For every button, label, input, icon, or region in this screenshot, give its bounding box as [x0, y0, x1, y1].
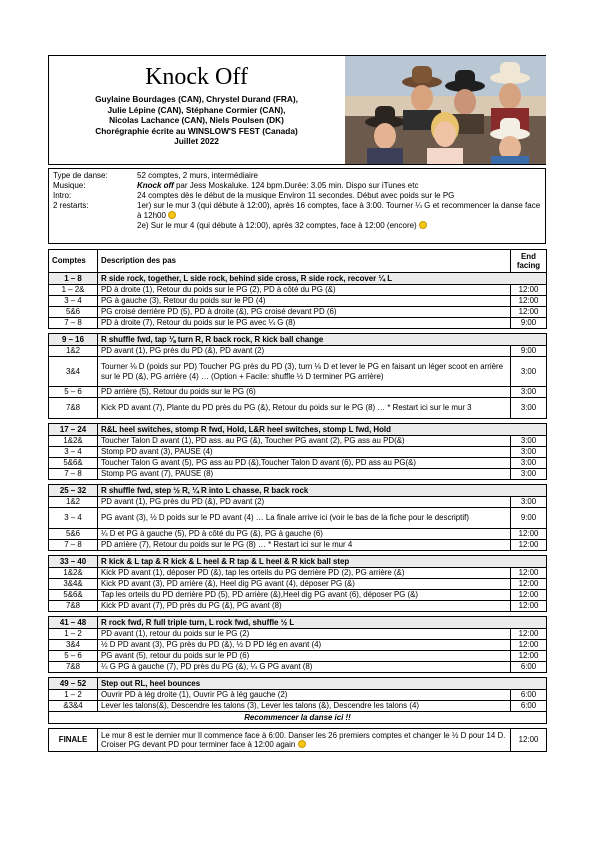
music-title: Knock off: [137, 181, 174, 190]
step-row: [49, 540, 547, 551]
choreo-line: Chorégraphie écrite au WINSLOW'S FEST (Canada): [95, 125, 298, 136]
step-description: Lever les talons(&), Descendre les talons (3), Lever les talons (&), Descendre les talons (4): [98, 701, 511, 712]
step-end-facing: 12:00: [511, 629, 547, 640]
section-range: 41 – 48: [49, 617, 98, 629]
step-description: PD à droite (7), Retour du poids sur le PG avec ¼ G (8): [98, 318, 511, 329]
step-end-facing: 12:00: [511, 579, 547, 590]
smiley-icon: [168, 211, 176, 219]
smiley-icon: [419, 221, 427, 229]
dance-type-row: [53, 171, 541, 181]
step-counts: 3&4: [49, 357, 98, 387]
step-end-facing: 3:00: [511, 469, 547, 480]
step-description: PG à gauche (3), Retour du poids sur le PD (4): [98, 296, 511, 307]
section-title: R shuffle fwd, tap ⅛ turn R, R back rock, R kick ball change: [98, 334, 547, 346]
choreographers-photo: [345, 56, 546, 164]
step-end-facing: 12:00: [511, 307, 547, 318]
intro-row: [53, 191, 541, 201]
step-counts: 7&8: [49, 398, 98, 419]
step-row: [49, 662, 547, 673]
step-end-facing: 3:00: [511, 497, 547, 508]
steps-body: [49, 273, 547, 752]
step-end-facing: 3:00: [511, 357, 547, 387]
step-counts: 5 – 6: [49, 387, 98, 398]
step-end-facing: 12:00: [511, 590, 547, 601]
step-end-facing: 12:00: [511, 640, 547, 651]
date-line: Juillet 2022: [174, 136, 219, 146]
step-row: [49, 469, 547, 480]
dance-title: Knock Off: [145, 64, 248, 90]
section-range: 33 – 40: [49, 556, 98, 568]
finale-description: [98, 729, 511, 752]
step-counts: 1&2&: [49, 436, 98, 447]
step-row: [49, 307, 547, 318]
section-header: [49, 424, 547, 436]
step-counts: 1 – 2: [49, 629, 98, 640]
step-counts: 1 – 2: [49, 690, 98, 701]
step-row: [49, 629, 547, 640]
step-row: [49, 296, 547, 307]
step-end-facing: 3:00: [511, 398, 547, 419]
step-row: [49, 529, 547, 540]
step-counts: 7 – 8: [49, 469, 98, 480]
step-row: [49, 458, 547, 469]
finale-row: [49, 729, 547, 752]
step-row: [49, 497, 547, 508]
step-row: [49, 690, 547, 701]
step-row: [49, 508, 547, 529]
music-label: Musique:: [53, 181, 86, 190]
header-counts: Comptes: [49, 250, 98, 273]
step-counts: 5 – 6: [49, 651, 98, 662]
step-description: PD arrière (7), Retour du poids sur le PG (8) … * Restart ici sur le mur 4: [98, 540, 511, 551]
step-description: PD arrière (5), Retour du poids sur le PG (6): [98, 387, 511, 398]
step-row: [49, 590, 547, 601]
dance-type-label: Type de danse:: [53, 171, 108, 180]
step-description: PG avant (3), ½ D poids sur le PD avant (4) … La finale arrive ici (voir le bas de la fiche pour le descriptif): [98, 508, 511, 529]
step-end-facing: 3:00: [511, 458, 547, 469]
recommence-text: Recommencer la danse ici !!: [49, 712, 547, 724]
section-header: [49, 334, 547, 346]
header-end-facing: End facing: [511, 250, 547, 273]
author-line: Guylaine Bourdages (CAN), Chrystel Durand (FRA),: [95, 94, 298, 104]
step-counts: 5&6&: [49, 458, 98, 469]
step-end-facing: 3:00: [511, 387, 547, 398]
step-row: [49, 640, 547, 651]
step-end-facing: 6:00: [511, 701, 547, 712]
restart-2-text: 2e) Sur le mur 4 (qui débute à 12:00), après 32 comptes, face à 12:00 (encore): [137, 221, 417, 230]
step-end-facing: 9:00: [511, 508, 547, 529]
step-row: [49, 285, 547, 296]
step-row: [49, 701, 547, 712]
step-row: [49, 436, 547, 447]
intro-value: 24 comptes dès le début de la musique Environ 11 secondes. Début avec poids sur le PG: [137, 191, 455, 200]
table-header: [49, 250, 547, 273]
authors: [49, 94, 344, 147]
step-counts: 3&4&: [49, 579, 98, 590]
step-end-facing: 12:00: [511, 601, 547, 612]
header-box: [48, 55, 546, 165]
step-counts: 1&2: [49, 346, 98, 357]
steps-table: [48, 249, 547, 752]
section-header: [49, 273, 547, 285]
music-details: par Jess Moskaluke. 124 bpm.Durée: 3.05 min. Dispo sur iTunes etc: [173, 181, 419, 190]
step-counts: 7&8: [49, 601, 98, 612]
step-description: Tap les orteils du PD derrière PD (5), PD arrière (&),Heel dig PG avant (6), déposer PG (&): [98, 590, 511, 601]
step-description: PD avant (1), PG près du PD (&), PD avant (2): [98, 346, 511, 357]
step-description: Toucher Talon G avant (5), PG ass au PD (&),Toucher Talon D avant (6), PD ass au PG(&): [98, 458, 511, 469]
step-description: PG avant (5), retour du poids sur le PD (6): [98, 651, 511, 662]
step-description: PD avant (1), PG près du PD (&), PD avant (2): [98, 497, 511, 508]
step-row: [49, 579, 547, 590]
step-counts: 5&6: [49, 529, 98, 540]
step-end-facing: 3:00: [511, 447, 547, 458]
step-description: Toucher Talon D avant (1), PD ass. au PG (&), Toucher PG avant (2), PG ass au PD(&): [98, 436, 511, 447]
step-end-facing: 3:00: [511, 436, 547, 447]
step-counts: 5&6: [49, 307, 98, 318]
restarts-label: 2 restarts:: [53, 201, 89, 210]
dance-type-value: 52 comptes, 2 murs, intermédiaire: [137, 171, 258, 180]
section-header: [49, 617, 547, 629]
section-title: R shuffle fwd, step ½ R, ¼ R into L chasse, R back rock: [98, 485, 547, 497]
author-line: Julie Lépine (CAN), Stéphane Cormier (CAN),: [107, 104, 286, 115]
step-row: [49, 447, 547, 458]
smiley-icon: [298, 740, 306, 748]
step-end-facing: 9:00: [511, 346, 547, 357]
section-range: 1 – 8: [49, 273, 98, 285]
step-description: Tourner ⅛ D (poids sur PD) Toucher PG près du PD (3), turn ⅛ D et lever le PG en faisant un léger scoot en arrière sur le PD (&), PG arrière (4) … (Option + Facile: shuffle ½ D terminer PG arrière): [98, 357, 511, 387]
step-end-facing: 6:00: [511, 662, 547, 673]
finale-label-text: FINALE: [58, 735, 88, 745]
step-row: [49, 346, 547, 357]
finale-label: [49, 729, 98, 752]
title-block: [49, 56, 344, 164]
section-range: 17 – 24: [49, 424, 98, 436]
author-line: Nicolas Lachance (CAN), Niels Poulsen (DK): [109, 115, 284, 125]
step-counts: 7&8: [49, 662, 98, 673]
restart-1-text: 1er) sur le mur 3 (qui débute à 12:00), après 16 comptes, face à 3:00. Tourner ¼ G et recommencer la danse face à 12h00: [137, 201, 541, 220]
step-end-facing: 12:00: [511, 651, 547, 662]
step-end-facing: 6:00: [511, 690, 547, 701]
music-value: [137, 181, 541, 191]
step-description: ¼ D et PG à gauche (5), PD à côté du PG (&), PG à gauche (6): [98, 529, 511, 540]
step-description: ½ D PD avant (3), PG près du PD (&), ½ D PD lég en avant (4): [98, 640, 511, 651]
step-description: PD à droite (1), Retour du poids sur le PG (2), PD à côté du PG (&): [98, 285, 511, 296]
step-description: PD avant (1), retour du poids sur le PG (2): [98, 629, 511, 640]
step-row: [49, 318, 547, 329]
step-counts: 1&2: [49, 497, 98, 508]
step-description: PG croisé derrière PD (5), PD à droite (&), PG croisé devant PD (6): [98, 307, 511, 318]
step-description: Stomp PG avant (7), PAUSE (8): [98, 469, 511, 480]
step-row: [49, 398, 547, 419]
step-description: Kick PD avant (3), PD arrière (&), Heel dig PG avant (4), déposer PG (&): [98, 579, 511, 590]
step-description: Kick PD avant (7), PD près du PG (&), PG avant (8): [98, 601, 511, 612]
section-range: 9 – 16: [49, 334, 98, 346]
step-row: [49, 651, 547, 662]
step-counts: 3 – 4: [49, 296, 98, 307]
section-title: R&L heel switches, stomp R fwd, Hold, L&R heel switches, stomp L fwd, Hold: [98, 424, 547, 436]
section-header: [49, 678, 547, 690]
section-range: 49 – 52: [49, 678, 98, 690]
finale-text: Le mur 8 est le dernier mur Il commence face à 6:00. Danser les 26 premiers comptes et changer le ½ D pour 14 D. Croiser PG devant PD pour terminer face à 12:00 again: [101, 730, 506, 749]
section-title: Step out RL, heel bounces: [98, 678, 547, 690]
restart-2: [137, 221, 541, 231]
step-description: Kick PD avant (1), déposer PD (&), tap les orteils du PG derrière PD (2), PG arrière (&): [98, 568, 511, 579]
step-description: Stomp PD avant (3), PAUSE (4): [98, 447, 511, 458]
step-end-facing: 12:00: [511, 296, 547, 307]
step-end-facing: 12:00: [511, 285, 547, 296]
step-row: [49, 601, 547, 612]
step-row: [49, 568, 547, 579]
recommence-row: [49, 712, 547, 724]
music-row: [53, 181, 541, 191]
step-counts: 5&6&: [49, 590, 98, 601]
section-title: R side rock, together, L side rock, behind side cross, R side rock, recover ¼ L: [98, 273, 547, 285]
step-counts: &3&4: [49, 701, 98, 712]
step-counts: 7 – 8: [49, 540, 98, 551]
restart-1: [137, 201, 541, 221]
step-counts: 3 – 4: [49, 508, 98, 529]
step-description: Kick PD avant (7), Plante du PD près du PG (&), Retour du poids sur le PG (8) … * Restart ici sur le mur 3: [98, 398, 511, 419]
restarts-values: [137, 201, 541, 231]
section-header: [49, 485, 547, 497]
step-description: Ouvrir PD à lég droite (1), Ouvrir PG à lég gauche (2): [98, 690, 511, 701]
intro-label: Intro:: [53, 191, 72, 200]
step-row: [49, 387, 547, 398]
section-range: 25 – 32: [49, 485, 98, 497]
step-counts: 3&4: [49, 640, 98, 651]
section-title: R kick & L tap & R kick & L heel & R tap & L heel & R kick ball step: [98, 556, 547, 568]
section-header: [49, 556, 547, 568]
step-row: [49, 357, 547, 387]
header-description: Description des pas: [98, 250, 511, 273]
step-end-facing: 12:00: [511, 529, 547, 540]
step-end-facing: 12:00: [511, 540, 547, 551]
section-title: R rock fwd, R full triple turn, L rock fwd, shuffle ½ L: [98, 617, 547, 629]
step-counts: 1&2&: [49, 568, 98, 579]
dance-info: [48, 168, 546, 244]
step-counts: 1 – 2&: [49, 285, 98, 296]
step-counts: 3 – 4: [49, 447, 98, 458]
step-description: ¼ G PG à gauche (7), PD près du PG (&), ¼ G PG avant (8): [98, 662, 511, 673]
steps-table-wrap: [48, 249, 546, 752]
restarts-row: [53, 201, 541, 231]
step-end-facing: 9:00: [511, 318, 547, 329]
step-end-facing: 12:00: [511, 568, 547, 579]
finale-end-facing: 12:00: [511, 729, 547, 752]
step-counts: 7 – 8: [49, 318, 98, 329]
